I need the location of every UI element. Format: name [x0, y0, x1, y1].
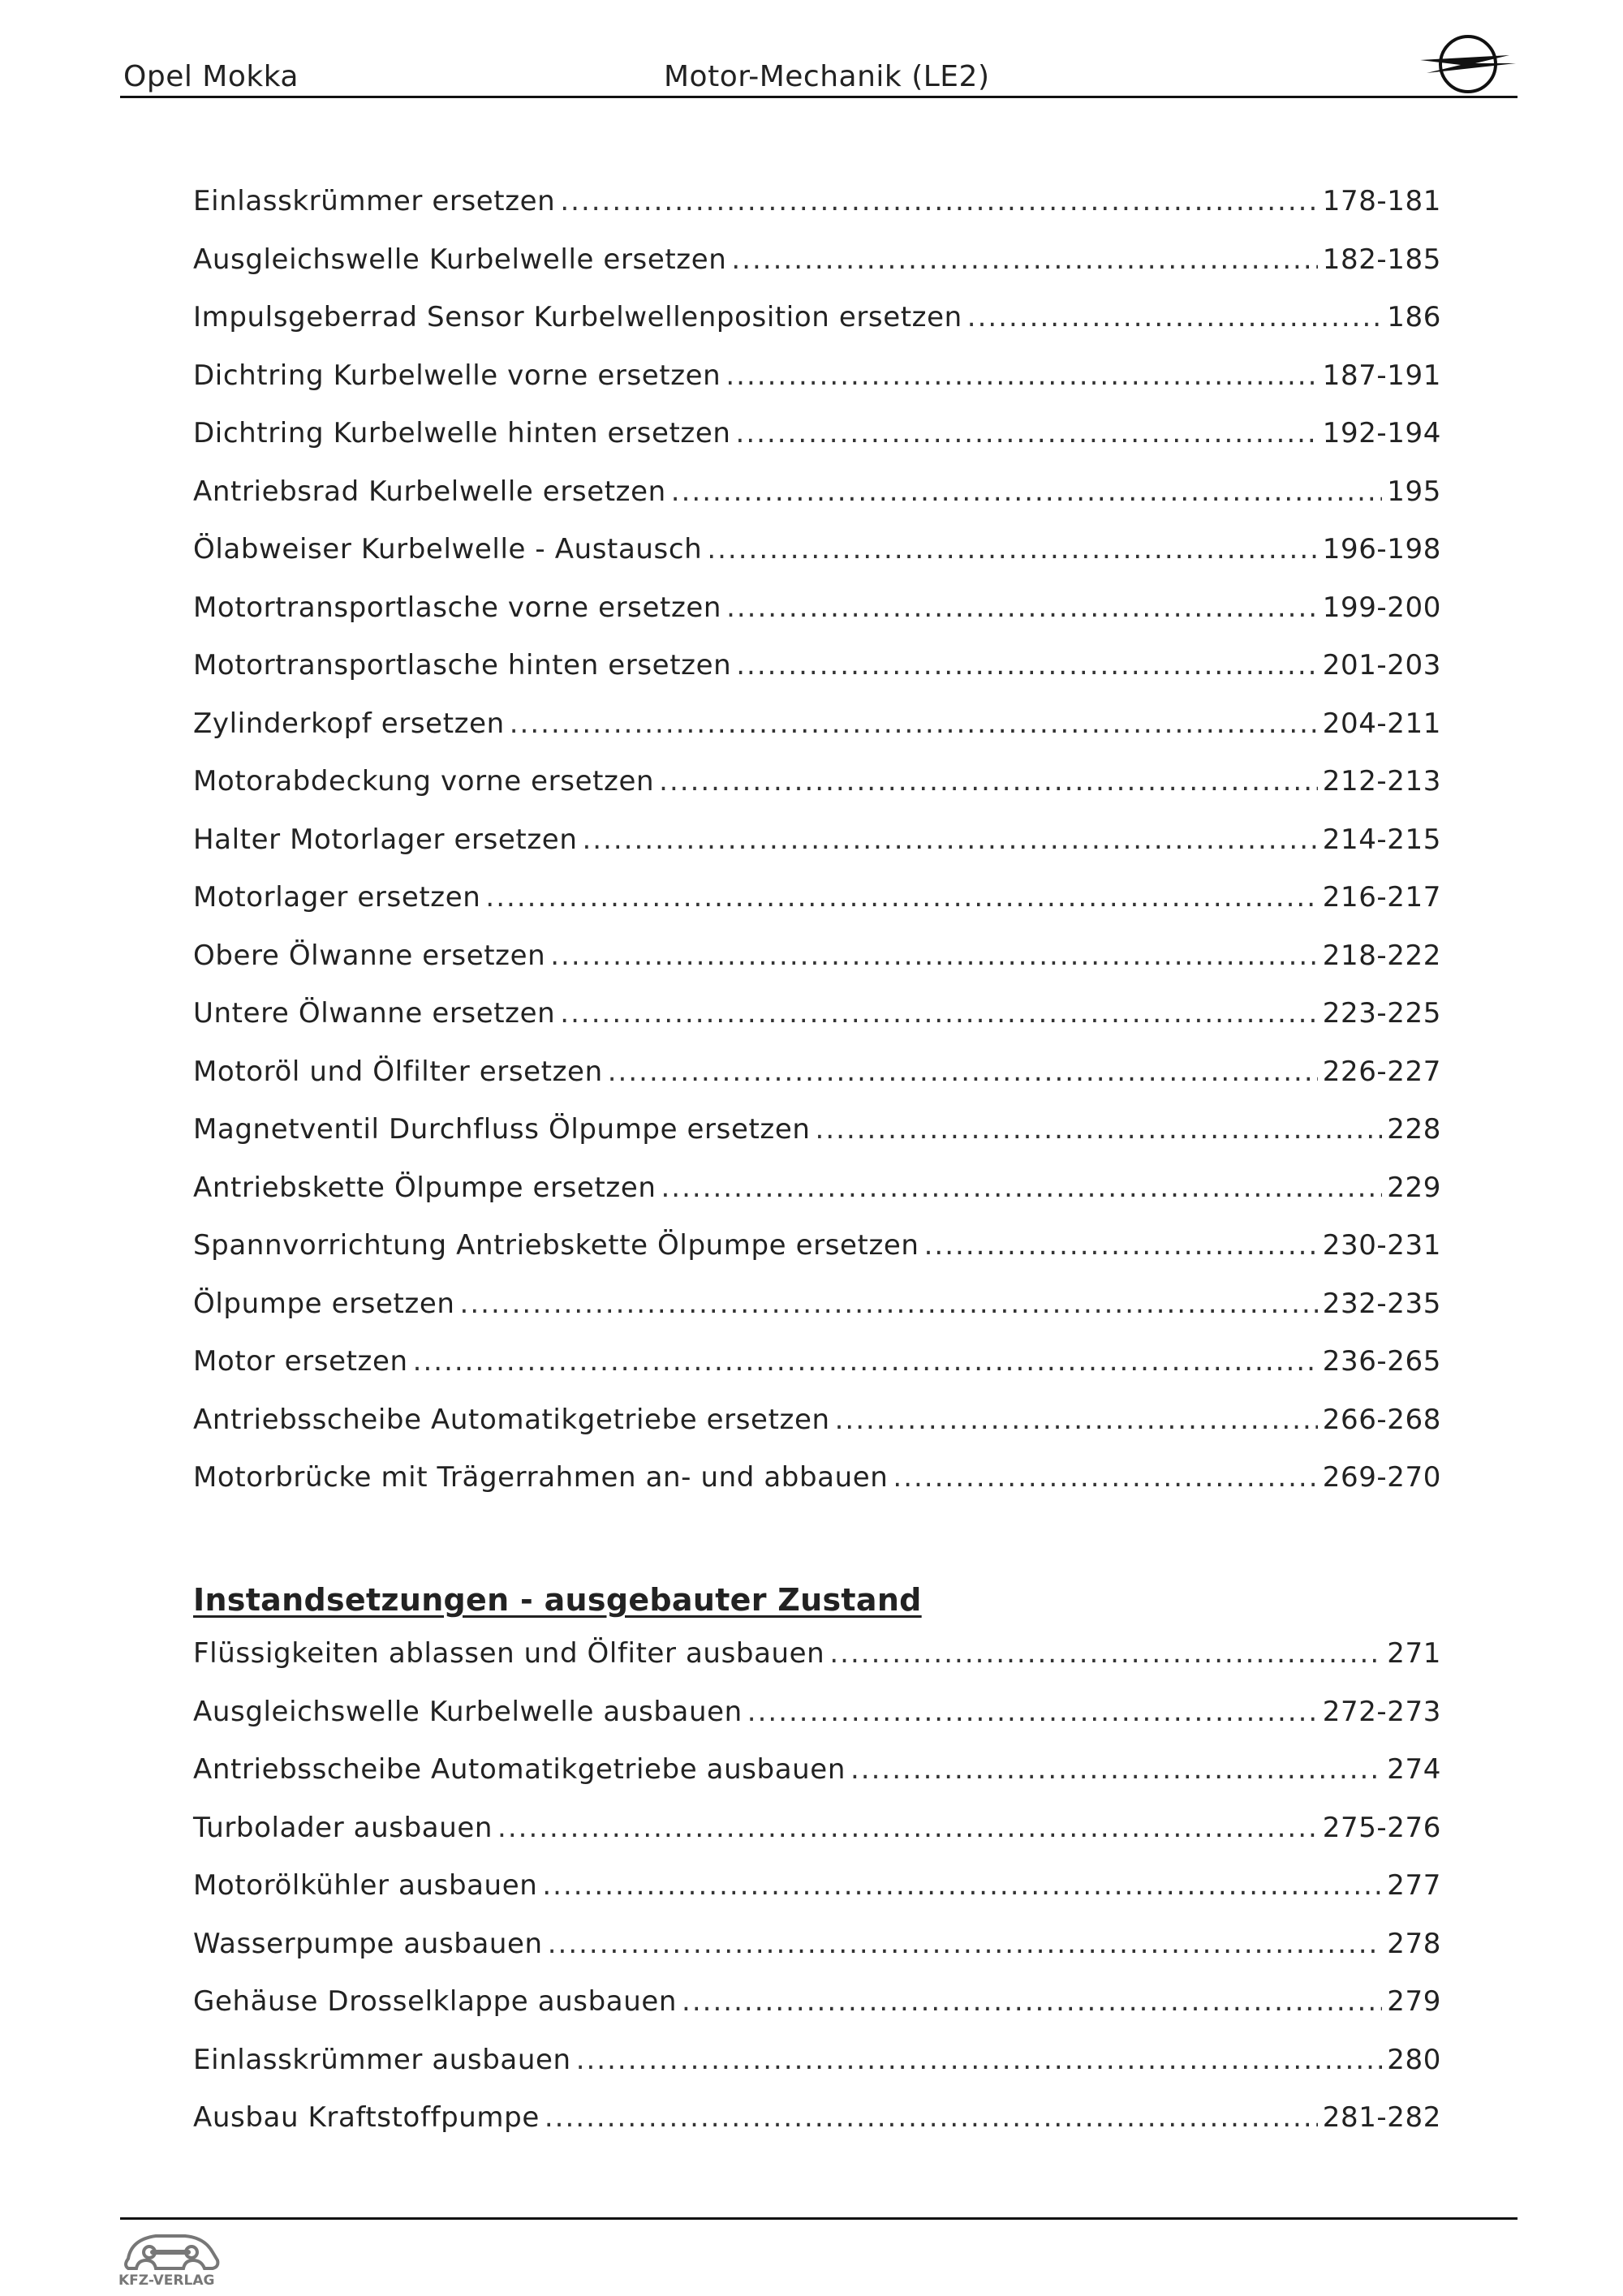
- toc-entry-title: Dichtring Kurbelwelle hinten ersetzen: [193, 417, 731, 449]
- toc-entry-title: Motoröl und Ölfilter ersetzen: [193, 1055, 603, 1088]
- toc-leader-dots: [682, 1985, 1382, 2018]
- toc-entry-page: 199-200: [1322, 591, 1441, 624]
- toc-leader-dots: [707, 533, 1317, 565]
- toc-entry: [193, 1056, 1441, 1114]
- toc-leader-dots: [582, 823, 1317, 856]
- toc-entry-title: Ölpumpe ersetzen: [193, 1287, 455, 1320]
- toc-entry-title: Ausgleichswelle Kurbelwelle ersetzen: [193, 243, 727, 276]
- toc-leader-dots: [893, 1461, 1317, 1494]
- toc-leader-dots: [497, 1812, 1318, 1844]
- toc-entry-title: Untere Ölwanne ersetzen: [193, 997, 556, 1030]
- toc-entry: [193, 301, 1441, 359]
- toc-list-part2: [193, 1637, 1441, 2160]
- toc-leader-dots: [736, 417, 1318, 449]
- toc-entry-page: 186: [1387, 301, 1441, 333]
- toc-section2-entry: [193, 1928, 1441, 1986]
- toc-entry-title: Ausbau Kraftstoffpumpe: [193, 2101, 540, 2134]
- toc-entry: [193, 1461, 1441, 1520]
- toc-entry-page: 281-282: [1322, 2101, 1441, 2134]
- toc-entry-title: Zylinderkopf ersetzen: [193, 707, 505, 740]
- toc-leader-dots: [816, 1113, 1383, 1146]
- toc-leader-dots: [576, 2044, 1383, 2076]
- toc-section2-entry: [193, 1637, 1441, 1696]
- page-header: [120, 57, 1518, 98]
- toc-entry-page: 216-217: [1322, 881, 1441, 914]
- toc-entry: [193, 649, 1441, 707]
- toc-entry: [193, 1404, 1441, 1462]
- toc-leader-dots: [661, 1172, 1383, 1204]
- toc-entry: [193, 765, 1441, 823]
- toc-entry-title: Spannvorrichtung Antriebskette Ölpumpe ersetzen: [193, 1229, 919, 1262]
- toc-entry: [193, 243, 1441, 302]
- section-heading: Instandsetzungen - ausgebauter Zustand: [193, 1582, 922, 1618]
- toc-entry-page: 275-276: [1322, 1811, 1441, 1844]
- toc-entry: [193, 997, 1441, 1056]
- toc-entry-page: 201-203: [1322, 649, 1441, 681]
- toc-entry-title: Motor ersetzen: [193, 1345, 408, 1378]
- toc-entry-page: 232-235: [1322, 1287, 1441, 1320]
- toc-entry: [193, 939, 1441, 998]
- toc-entry-page: 269-270: [1322, 1461, 1441, 1494]
- toc-entry-page: 195: [1387, 475, 1441, 508]
- toc-entry-title: Halter Motorlager ersetzen: [193, 823, 578, 856]
- toc-entry: [193, 823, 1441, 882]
- toc-leader-dots: [460, 1288, 1318, 1320]
- toc-leader-dots: [835, 1404, 1318, 1436]
- toc-section2-entry: [193, 1753, 1441, 1812]
- toc-entry-page: 228: [1387, 1113, 1441, 1146]
- toc-leader-dots: [510, 707, 1318, 740]
- toc-leader-dots: [924, 1229, 1318, 1262]
- toc-entry: [193, 359, 1441, 418]
- toc-entry-title: Motorbrücke mit Trägerrahmen an- und abbauen: [193, 1461, 889, 1494]
- toc-entry: [193, 533, 1441, 591]
- toc-entry-page: 266-268: [1322, 1403, 1441, 1436]
- toc-entry-title: Motorölkühler ausbauen: [193, 1869, 538, 1902]
- toc-entry-page: 279: [1387, 1985, 1441, 2018]
- toc-leader-dots: [485, 881, 1317, 914]
- toc-entry-title: Turbolader ausbauen: [193, 1811, 493, 1844]
- toc-entry-title: Obere Ölwanne ersetzen: [193, 939, 546, 972]
- toc-entry-title: Motorabdeckung vorne ersetzen: [193, 765, 655, 798]
- toc-leader-dots: [545, 2101, 1318, 2134]
- toc-section2-entry: [193, 2101, 1441, 2160]
- toc-entry: [193, 1288, 1441, 1346]
- toc-leader-dots: [725, 359, 1317, 392]
- toc-entry: [193, 707, 1441, 766]
- toc-leader-dots: [560, 185, 1317, 217]
- opel-lightning-logo-icon: [1419, 28, 1518, 101]
- toc-leader-dots: [726, 591, 1318, 624]
- toc-entry-page: 272-273: [1322, 1695, 1441, 1728]
- header-chapter: Motor-Mechanik (LE2): [664, 60, 990, 93]
- toc-entry-title: Ölabweiser Kurbelwelle - Austausch: [193, 533, 703, 565]
- toc-entry-page: 178-181: [1322, 185, 1441, 217]
- toc-leader-dots: [413, 1345, 1318, 1378]
- toc-leader-dots: [850, 1753, 1382, 1786]
- toc-entry: [193, 1345, 1441, 1404]
- toc-leader-dots: [608, 1056, 1318, 1088]
- toc-leader-dots: [659, 765, 1318, 798]
- toc-entry-page: 196-198: [1322, 533, 1441, 565]
- toc-leader-dots: [736, 649, 1318, 681]
- toc-entry-title: Antriebskette Ölpumpe ersetzen: [193, 1171, 657, 1204]
- toc-entry: [193, 1113, 1441, 1172]
- toc-entry: [193, 475, 1441, 534]
- toc-leader-dots: [829, 1637, 1382, 1670]
- toc-entry: [193, 1172, 1441, 1230]
- toc-leader-dots: [747, 1696, 1318, 1728]
- toc-entry-page: 218-222: [1322, 939, 1441, 972]
- toc-entry-page: 226-227: [1322, 1055, 1441, 1088]
- toc-entry-title: Ausgleichswelle Kurbelwelle ausbauen: [193, 1695, 743, 1728]
- toc-entry-page: 230-231: [1322, 1229, 1441, 1262]
- toc-entry-title: Antriebsrad Kurbelwelle ersetzen: [193, 475, 666, 508]
- kfz-verlag-car-wrench-logo-icon: [114, 2225, 227, 2294]
- toc-entry-page: 212-213: [1322, 765, 1441, 798]
- toc-entry-page: 277: [1387, 1869, 1441, 1902]
- toc-entry-title: Antriebsscheibe Automatikgetriebe ersetzen: [193, 1403, 830, 1436]
- toc-entry: [193, 185, 1441, 243]
- toc-entry-title: Flüssigkeiten ablassen und Ölfiter ausbauen: [193, 1637, 825, 1670]
- toc-entry-page: 271: [1387, 1637, 1441, 1670]
- toc-entry: [193, 881, 1441, 939]
- toc-section2-entry: [193, 1812, 1441, 1870]
- toc-list-part1: [193, 185, 1441, 1520]
- toc-entry-page: 274: [1387, 1753, 1441, 1786]
- toc-entry-title: Motortransportlasche hinten ersetzen: [193, 649, 732, 681]
- toc-entry-title: Motorlager ersetzen: [193, 881, 481, 914]
- toc-entry-page: 214-215: [1322, 823, 1441, 856]
- toc-entry-title: Magnetventil Durchfluss Ölpumpe ersetzen: [193, 1113, 811, 1146]
- toc-leader-dots: [731, 243, 1317, 276]
- toc-entry: [193, 1229, 1441, 1288]
- toc-entry-page: 280: [1387, 2043, 1441, 2076]
- toc-section2-entry: [193, 1869, 1441, 1928]
- toc-entry-page: 204-211: [1322, 707, 1441, 740]
- toc-entry-title: Einlasskrümmer ersetzen: [193, 185, 556, 217]
- toc-section2-entry: [193, 1985, 1441, 2044]
- toc-leader-dots: [542, 1869, 1382, 1902]
- toc-entry-title: Einlasskrümmer ausbauen: [193, 2043, 571, 2076]
- toc-section2-entry: [193, 1696, 1441, 1754]
- toc-leader-dots: [548, 1928, 1383, 1960]
- toc-entry-title: Dichtring Kurbelwelle vorne ersetzen: [193, 359, 721, 392]
- toc-entry-page: 229: [1387, 1171, 1441, 1204]
- toc-entry-title: Motortransportlasche vorne ersetzen: [193, 591, 722, 624]
- toc-entry-title: Gehäuse Drosselklappe ausbauen: [193, 1985, 678, 2018]
- toc-entry-page: 236-265: [1322, 1345, 1441, 1378]
- toc-entry-page: 192-194: [1322, 417, 1441, 449]
- footer-logo-text: KFZ-VERLAG: [118, 2272, 215, 2289]
- toc-leader-dots: [967, 301, 1383, 333]
- toc-entry-page: 187-191: [1322, 359, 1441, 392]
- toc-entry-title: Wasserpumpe ausbauen: [193, 1927, 543, 1960]
- footer-rule: [120, 2217, 1518, 2220]
- toc-entry-title: Impulsgeberrad Sensor Kurbelwellenposition ersetzen: [193, 301, 962, 333]
- toc-entry: [193, 591, 1441, 650]
- toc-leader-dots: [560, 997, 1317, 1030]
- toc-entry-page: 278: [1387, 1927, 1441, 1960]
- toc-entry-page: 223-225: [1322, 997, 1441, 1030]
- header-model: Opel Mokka: [123, 60, 299, 93]
- toc-leader-dots: [550, 939, 1317, 972]
- toc-section2-entry: [193, 2044, 1441, 2102]
- toc-entry-title: Antriebsscheibe Automatikgetriebe ausbauen: [193, 1753, 846, 1786]
- toc-entry: [193, 417, 1441, 475]
- toc-leader-dots: [671, 475, 1383, 508]
- toc-entry-page: 182-185: [1322, 243, 1441, 276]
